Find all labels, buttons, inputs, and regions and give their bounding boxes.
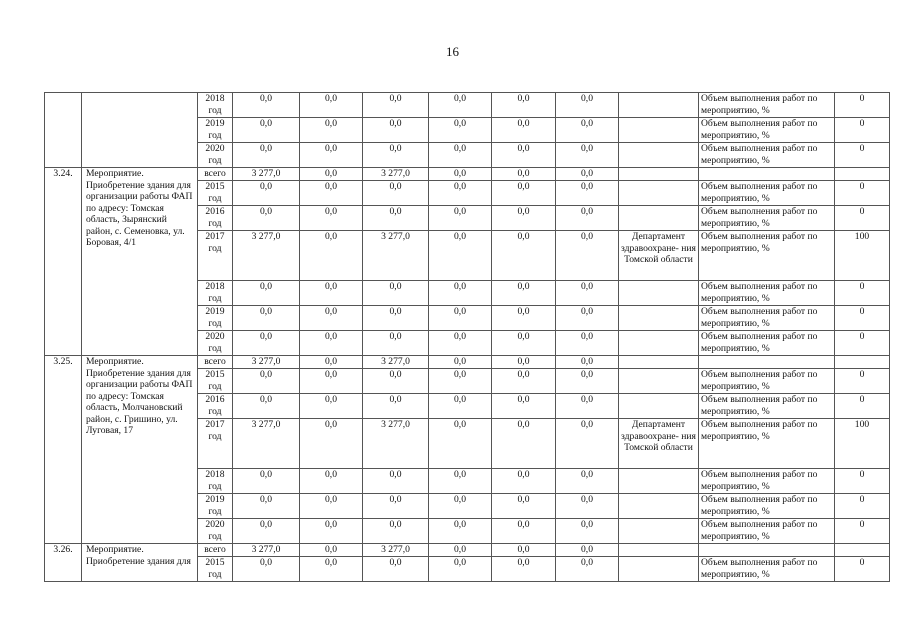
value-cell: 0,0	[233, 331, 300, 356]
value-cell: 0,0	[429, 544, 492, 557]
value-cell: 0,0	[300, 231, 363, 281]
indicator-cell: Объем выполнения работ по мероприятию, %	[699, 231, 835, 281]
value-cell: 0,0	[300, 206, 363, 231]
value-cell: 3 277,0	[363, 419, 429, 469]
value-cell: 0,0	[429, 419, 492, 469]
target-value-cell	[835, 544, 890, 557]
indicator-cell: Объем выполнения работ по мероприятию, %	[699, 557, 835, 582]
value-cell: 3 277,0	[233, 168, 300, 181]
value-cell: 0,0	[300, 281, 363, 306]
department-cell	[619, 394, 699, 419]
value-cell: 0,0	[300, 419, 363, 469]
department-cell	[619, 143, 699, 168]
value-cell: 0,0	[233, 394, 300, 419]
value-cell: 0,0	[492, 306, 556, 331]
year-cell: 2019 год	[198, 306, 233, 331]
value-cell: 0,0	[300, 331, 363, 356]
year-cell: 2016 год	[198, 394, 233, 419]
value-cell: 0,0	[300, 544, 363, 557]
value-cell: 0,0	[363, 93, 429, 118]
target-value-cell: 0	[835, 557, 890, 582]
value-cell: 0,0	[556, 356, 619, 369]
measure-description: Мероприятие. Приобретение здания для организации работы ФАП по адресу: Томская область, Молчановский район, с. Гришино, ул. Луговая, 17	[82, 356, 198, 544]
department-cell: Департамент здравоохране- ния Томской области	[619, 419, 699, 469]
value-cell: 0,0	[556, 281, 619, 306]
indicator-cell: Объем выполнения работ по мероприятию, %	[699, 281, 835, 306]
value-cell: 0,0	[233, 469, 300, 494]
value-cell: 0,0	[429, 93, 492, 118]
department-cell	[619, 168, 699, 181]
target-value-cell: 0	[835, 118, 890, 143]
value-cell: 0,0	[556, 544, 619, 557]
value-cell: 0,0	[233, 181, 300, 206]
value-cell: 0,0	[429, 494, 492, 519]
value-cell: 0,0	[300, 93, 363, 118]
value-cell: 0,0	[300, 469, 363, 494]
value-cell: 0,0	[363, 469, 429, 494]
value-cell: 0,0	[363, 143, 429, 168]
value-cell: 0,0	[429, 557, 492, 582]
department-cell	[619, 469, 699, 494]
measure-number: 3.25.	[45, 356, 82, 544]
value-cell: 0,0	[429, 168, 492, 181]
value-cell: 0,0	[556, 181, 619, 206]
target-value-cell	[835, 168, 890, 181]
target-value-cell: 100	[835, 419, 890, 469]
number-cell	[45, 93, 82, 168]
value-cell: 0,0	[492, 469, 556, 494]
year-cell: 2020 год	[198, 519, 233, 544]
value-cell: 0,0	[300, 519, 363, 544]
target-value-cell: 0	[835, 143, 890, 168]
value-cell: 0,0	[363, 306, 429, 331]
value-cell: 0,0	[429, 143, 492, 168]
target-value-cell: 0	[835, 281, 890, 306]
value-cell: 0,0	[492, 494, 556, 519]
value-cell: 0,0	[492, 557, 556, 582]
value-cell: 0,0	[300, 557, 363, 582]
value-cell: 0,0	[556, 394, 619, 419]
value-cell: 0,0	[363, 331, 429, 356]
value-cell: 0,0	[233, 557, 300, 582]
value-cell: 0,0	[492, 394, 556, 419]
value-cell: 0,0	[363, 369, 429, 394]
year-cell: 2015 год	[198, 181, 233, 206]
value-cell: 0,0	[429, 231, 492, 281]
indicator-cell: Объем выполнения работ по мероприятию, %	[699, 519, 835, 544]
measure-number: 3.26.	[45, 544, 82, 582]
indicator-cell: Объем выполнения работ по мероприятию, %	[699, 331, 835, 356]
value-cell: 0,0	[556, 118, 619, 143]
indicator-cell: Объем выполнения работ по мероприятию, %	[699, 93, 835, 118]
year-cell: всего	[198, 168, 233, 181]
value-cell: 0,0	[363, 206, 429, 231]
indicator-cell: Объем выполнения работ по мероприятию, %	[699, 306, 835, 331]
value-cell: 3 277,0	[363, 544, 429, 557]
value-cell: 0,0	[300, 168, 363, 181]
value-cell: 0,0	[492, 118, 556, 143]
indicator-cell: Объем выполнения работ по мероприятию, %	[699, 369, 835, 394]
department-cell	[619, 118, 699, 143]
value-cell: 0,0	[363, 557, 429, 582]
value-cell: 0,0	[429, 206, 492, 231]
value-cell: 0,0	[492, 281, 556, 306]
measure-number: 3.24.	[45, 168, 82, 356]
indicator-cell: Объем выполнения работ по мероприятию, %	[699, 494, 835, 519]
department-cell	[619, 494, 699, 519]
value-cell: 0,0	[492, 231, 556, 281]
year-cell: 2017 год	[198, 419, 233, 469]
value-cell: 0,0	[363, 181, 429, 206]
value-cell: 0,0	[429, 331, 492, 356]
value-cell: 0,0	[429, 306, 492, 331]
indicator-cell: Объем выполнения работ по мероприятию, %	[699, 206, 835, 231]
value-cell: 0,0	[556, 231, 619, 281]
value-cell: 3 277,0	[233, 419, 300, 469]
measure-description: Мероприятие. Приобретение здания для	[82, 544, 198, 582]
indicator-cell	[699, 168, 835, 181]
year-cell: 2017 год	[198, 231, 233, 281]
table-row	[45, 544, 890, 557]
value-cell: 0,0	[429, 356, 492, 369]
target-value-cell: 0	[835, 369, 890, 394]
value-cell: 3 277,0	[233, 544, 300, 557]
measure-description: Мероприятие. Приобретение здания для организации работы ФАП по адресу: Томская область, Зырянский район, с. Семеновка, ул. Боровая, 4/1	[82, 168, 198, 356]
indicator-cell: Объем выполнения работ по мероприятию, %	[699, 394, 835, 419]
value-cell: 0,0	[492, 206, 556, 231]
value-cell: 0,0	[300, 118, 363, 143]
value-cell: 0,0	[492, 168, 556, 181]
value-cell: 0,0	[429, 519, 492, 544]
value-cell: 0,0	[233, 143, 300, 168]
table-row	[45, 93, 890, 118]
indicator-cell: Объем выполнения работ по мероприятию, %	[699, 118, 835, 143]
department-cell	[619, 544, 699, 557]
year-cell: 2015 год	[198, 557, 233, 582]
value-cell: 3 277,0	[363, 168, 429, 181]
value-cell: 0,0	[556, 306, 619, 331]
value-cell: 0,0	[300, 306, 363, 331]
value-cell: 3 277,0	[233, 356, 300, 369]
target-value-cell	[835, 356, 890, 369]
measures-table	[44, 92, 890, 582]
value-cell: 0,0	[429, 118, 492, 143]
value-cell: 0,0	[556, 168, 619, 181]
value-cell: 0,0	[233, 369, 300, 394]
target-value-cell: 0	[835, 306, 890, 331]
target-value-cell: 0	[835, 331, 890, 356]
value-cell: 0,0	[429, 394, 492, 419]
year-cell: 2018 год	[198, 469, 233, 494]
value-cell: 0,0	[556, 93, 619, 118]
value-cell: 0,0	[492, 331, 556, 356]
value-cell: 0,0	[492, 356, 556, 369]
value-cell: 0,0	[233, 306, 300, 331]
value-cell: 0,0	[363, 394, 429, 419]
year-cell: всего	[198, 544, 233, 557]
value-cell: 0,0	[363, 519, 429, 544]
target-value-cell: 0	[835, 519, 890, 544]
year-cell: 2016 год	[198, 206, 233, 231]
value-cell: 0,0	[233, 118, 300, 143]
value-cell: 0,0	[300, 494, 363, 519]
indicator-cell: Объем выполнения работ по мероприятию, %	[699, 143, 835, 168]
department-cell	[619, 206, 699, 231]
value-cell: 3 277,0	[363, 356, 429, 369]
value-cell: 0,0	[492, 181, 556, 206]
value-cell: 0,0	[556, 419, 619, 469]
indicator-cell	[699, 544, 835, 557]
department-cell	[619, 519, 699, 544]
value-cell: 0,0	[556, 331, 619, 356]
year-cell: 2018 год	[198, 281, 233, 306]
value-cell: 0,0	[556, 143, 619, 168]
year-cell: 2015 год	[198, 369, 233, 394]
value-cell: 0,0	[429, 469, 492, 494]
value-cell: 0,0	[492, 143, 556, 168]
indicator-cell	[699, 356, 835, 369]
value-cell: 0,0	[429, 369, 492, 394]
department-cell	[619, 356, 699, 369]
department-cell	[619, 331, 699, 356]
department-cell	[619, 369, 699, 394]
department-cell	[619, 306, 699, 331]
value-cell: 0,0	[233, 494, 300, 519]
value-cell: 0,0	[492, 544, 556, 557]
department-cell	[619, 557, 699, 582]
value-cell: 0,0	[492, 369, 556, 394]
year-cell: 2020 год	[198, 331, 233, 356]
value-cell: 0,0	[492, 93, 556, 118]
indicator-cell: Объем выполнения работ по мероприятию, %	[699, 181, 835, 206]
value-cell: 0,0	[363, 281, 429, 306]
year-cell: 2019 год	[198, 494, 233, 519]
value-cell: 0,0	[556, 206, 619, 231]
year-cell: 2018 год	[198, 93, 233, 118]
description-cell	[82, 93, 198, 168]
value-cell: 0,0	[363, 118, 429, 143]
department-cell	[619, 93, 699, 118]
target-value-cell: 0	[835, 206, 890, 231]
value-cell: 0,0	[556, 369, 619, 394]
value-cell: 0,0	[233, 519, 300, 544]
value-cell: 0,0	[233, 206, 300, 231]
value-cell: 0,0	[300, 356, 363, 369]
target-value-cell: 100	[835, 231, 890, 281]
value-cell: 0,0	[300, 394, 363, 419]
value-cell: 3 277,0	[363, 231, 429, 281]
value-cell: 0,0	[492, 419, 556, 469]
table-row	[45, 168, 890, 181]
value-cell: 0,0	[556, 519, 619, 544]
value-cell: 0,0	[363, 494, 429, 519]
value-cell: 0,0	[300, 369, 363, 394]
target-value-cell: 0	[835, 394, 890, 419]
value-cell: 0,0	[492, 519, 556, 544]
value-cell: 0,0	[429, 181, 492, 206]
value-cell: 0,0	[300, 143, 363, 168]
indicator-cell: Объем выполнения работ по мероприятию, %	[699, 419, 835, 469]
indicator-cell: Объем выполнения работ по мероприятию, %	[699, 469, 835, 494]
department-cell	[619, 281, 699, 306]
target-value-cell: 0	[835, 93, 890, 118]
department-cell	[619, 181, 699, 206]
value-cell: 0,0	[556, 557, 619, 582]
year-cell: 2020 год	[198, 143, 233, 168]
value-cell: 0,0	[233, 93, 300, 118]
value-cell: 0,0	[556, 469, 619, 494]
target-value-cell: 0	[835, 469, 890, 494]
year-cell: 2019 год	[198, 118, 233, 143]
value-cell: 0,0	[233, 281, 300, 306]
value-cell: 3 277,0	[233, 231, 300, 281]
target-value-cell: 0	[835, 181, 890, 206]
value-cell: 0,0	[300, 181, 363, 206]
year-cell: всего	[198, 356, 233, 369]
department-cell: Департамент здравоохране- ния Томской области	[619, 231, 699, 281]
value-cell: 0,0	[556, 494, 619, 519]
page-number: 16	[446, 44, 459, 59]
value-cell: 0,0	[429, 281, 492, 306]
table-row	[45, 356, 890, 369]
target-value-cell: 0	[835, 494, 890, 519]
